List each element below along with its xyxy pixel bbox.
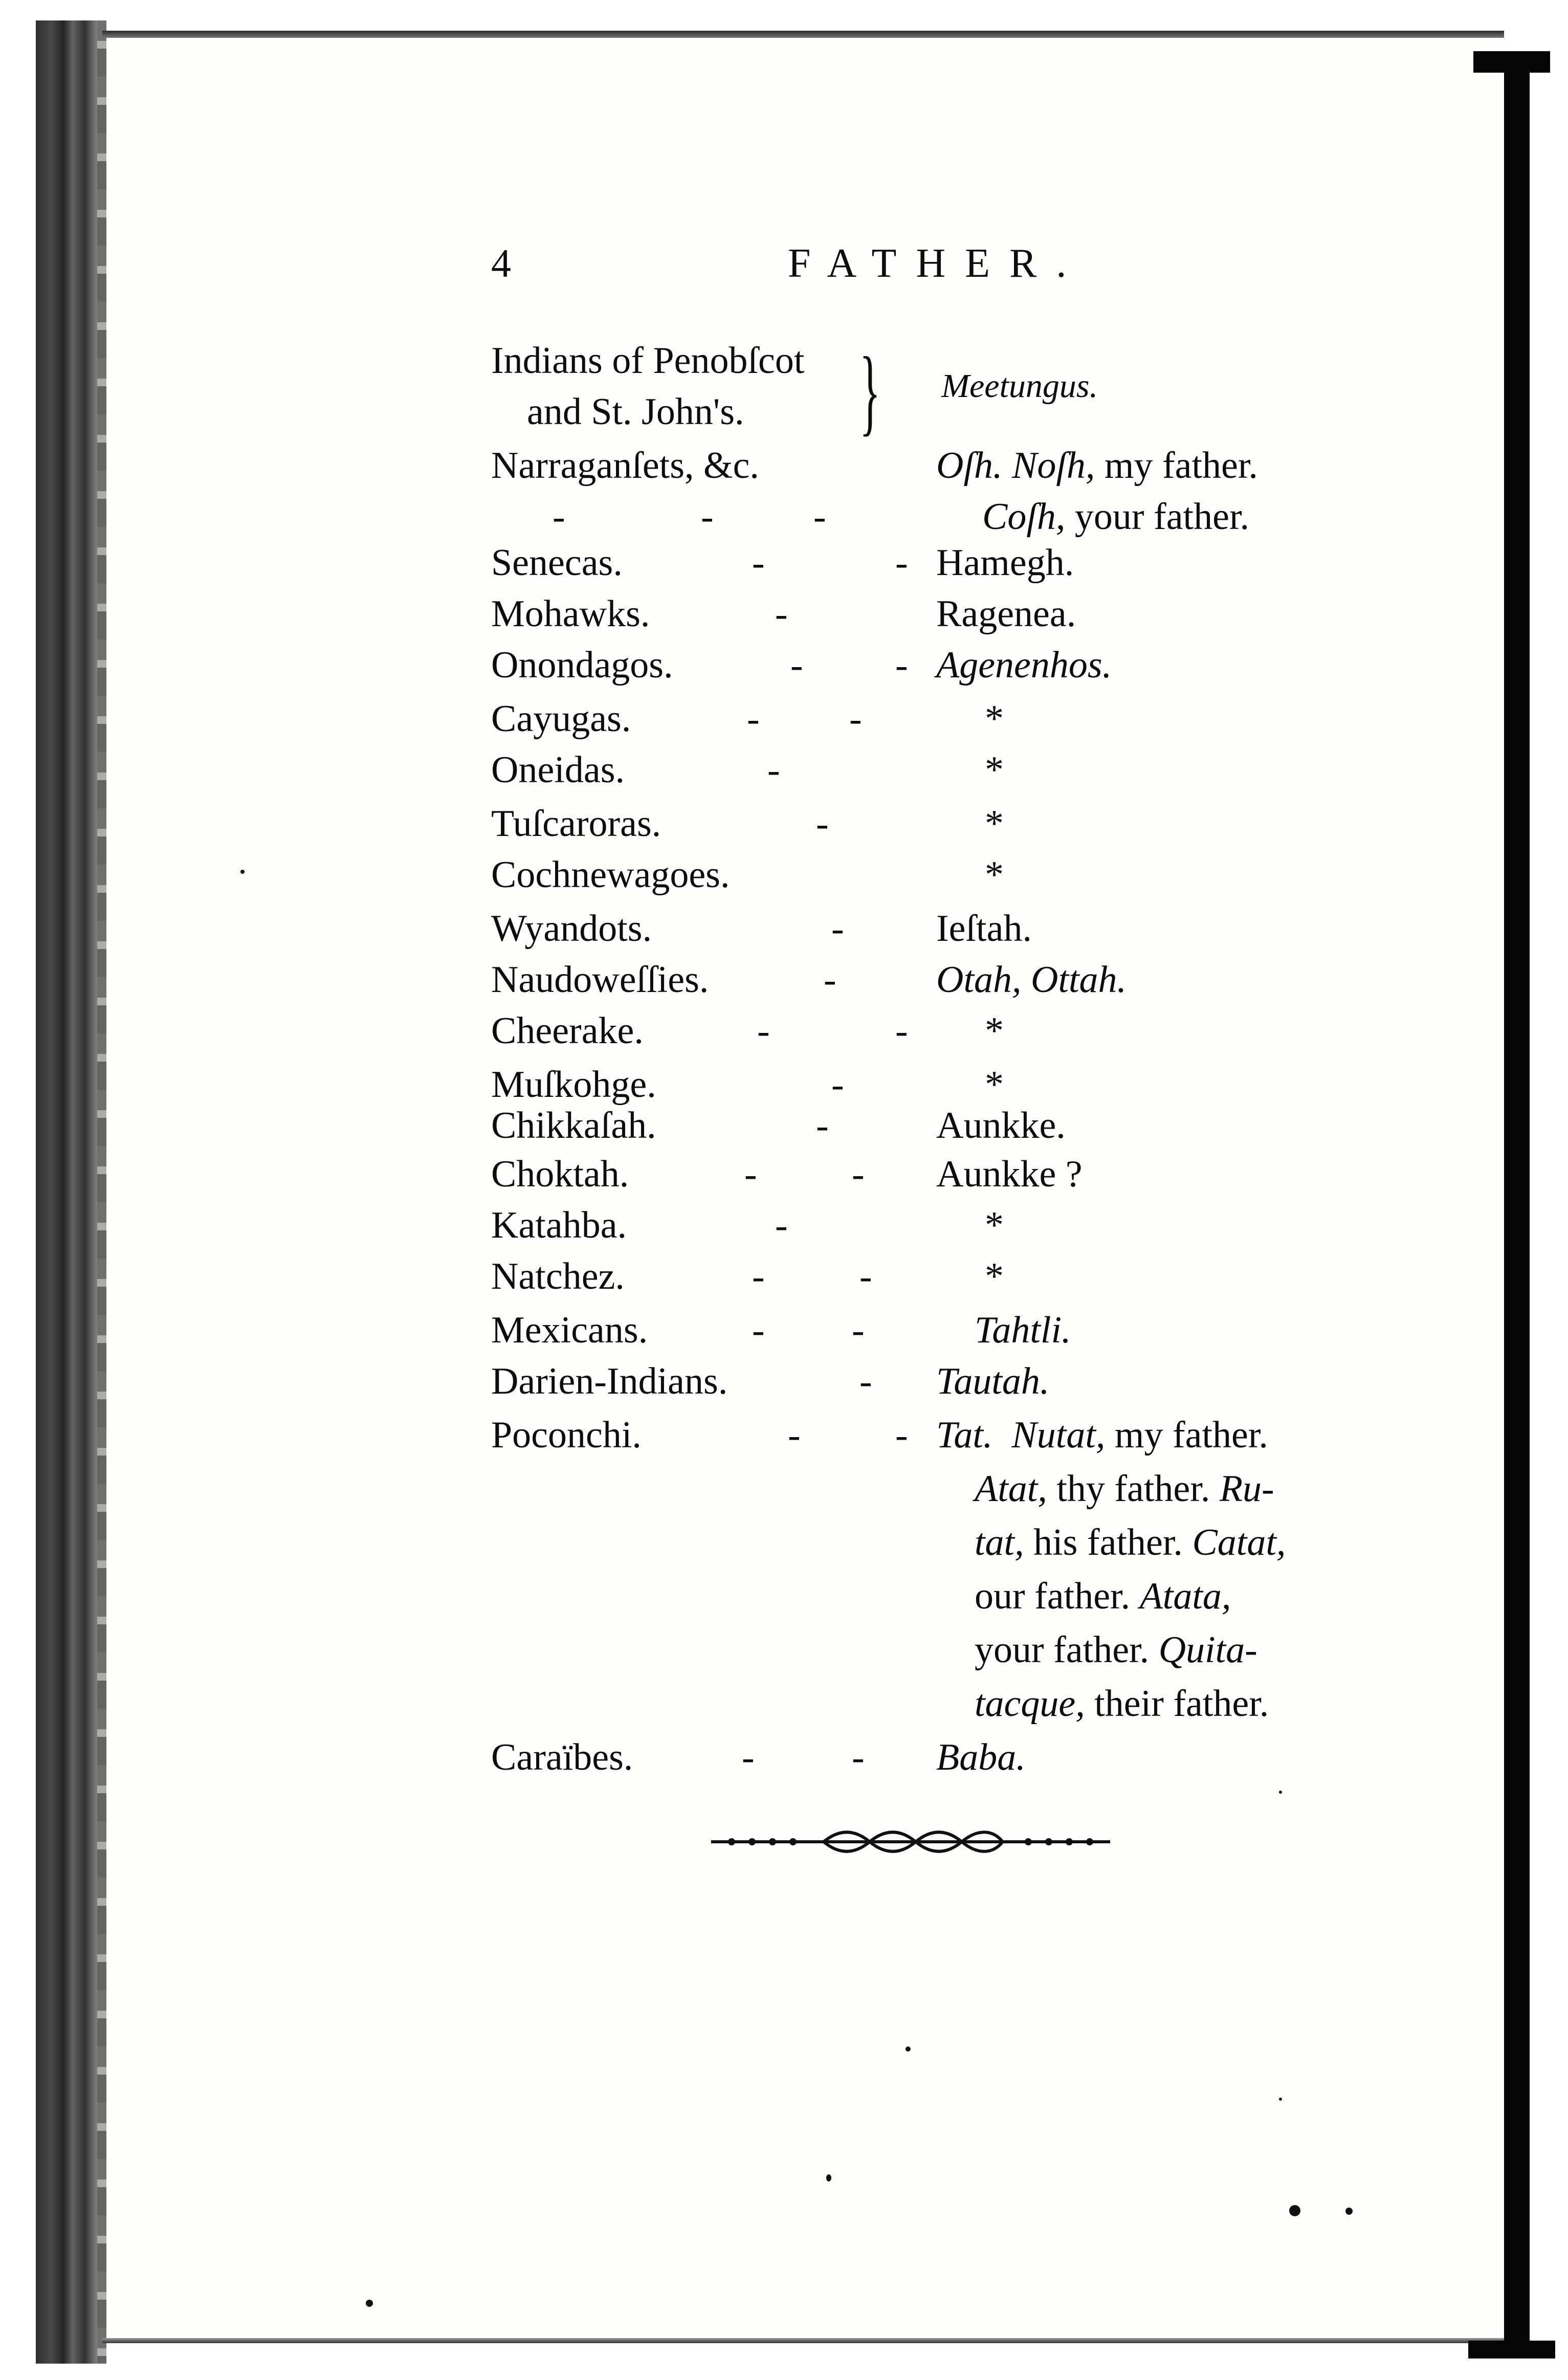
leader-dash: - [553, 496, 565, 538]
table-row [0, 640, 1568, 691]
word-for-father: Agenenhos. [936, 644, 1112, 686]
table-row [0, 1251, 1568, 1302]
right-binding-bar-cap [1473, 51, 1550, 73]
leader-dash: - [895, 1414, 908, 1456]
word-continuation: our father. Atata, [975, 1575, 1231, 1617]
table-row [0, 1200, 1568, 1251]
nation-name: Muſkohge. [491, 1064, 656, 1106]
no-entry-mark: * [985, 1204, 1004, 1246]
table-row [0, 1409, 1568, 1461]
no-entry-mark: * [985, 803, 1004, 845]
leader-dash: - [849, 698, 862, 740]
leader-dash: - [816, 803, 829, 845]
table-row [0, 588, 1568, 640]
nation-name: Chikkaſah. [491, 1105, 656, 1147]
table-row [0, 744, 1568, 796]
word-for-father: Hamegh. [936, 542, 1074, 584]
leader-dash: - [895, 542, 908, 584]
leader-dash: - [747, 698, 760, 740]
nation-name: Tuſcaroras. [491, 803, 661, 845]
leader-dash: - [813, 496, 826, 538]
leader-dash: - [701, 496, 714, 538]
nation-name: Natchez. [491, 1255, 625, 1297]
word-for-father: Ragenea. [936, 593, 1076, 635]
page-top-edge [102, 31, 1504, 38]
table-row [0, 1732, 1568, 1783]
leader-dash: - [767, 749, 780, 791]
right-binding-bar-foot [1468, 2341, 1555, 2359]
leader-dash: - [752, 542, 765, 584]
nation-name: Oneidas. [491, 749, 625, 791]
leader-dash: - [852, 1309, 865, 1351]
table-row [0, 1149, 1568, 1200]
leader-dash: - [824, 959, 836, 1001]
nation-name: Choktah. [491, 1153, 629, 1195]
no-entry-mark: * [985, 854, 1004, 896]
table-row [0, 440, 1568, 491]
word-continuation: tat, his father. Catat, [975, 1522, 1286, 1563]
leader-dash: - [831, 1064, 844, 1106]
word-for-father: Tahtli. [975, 1309, 1071, 1351]
table-row [0, 537, 1568, 588]
table-row [0, 693, 1568, 744]
nation-name: Poconchi. [491, 1414, 642, 1456]
nation-name: Caraïbes. [491, 1736, 633, 1778]
table-row [0, 1356, 1568, 1407]
leader-dash: - [788, 1414, 801, 1456]
nation-name: Cochnewagoes. [491, 854, 730, 896]
word-for-father: Oſh. Noſh, my father. [936, 445, 1258, 487]
page-title: FATHER. [788, 241, 1086, 286]
nation-name: Onondagos. [491, 644, 673, 686]
table-row [0, 798, 1568, 849]
nation-name: and St. John's. [527, 391, 744, 433]
page-bottom-edge [102, 2338, 1504, 2343]
word-continuation: Atat, thy father. Ru- [975, 1468, 1274, 1510]
table-row [0, 954, 1568, 1005]
word-for-father: Tat. Nutat, my father. [936, 1414, 1268, 1456]
no-entry-mark: * [985, 1064, 1004, 1106]
nation-name: Narraganſets, &c. [491, 445, 759, 487]
word-continuation: tacque, their father. [975, 1683, 1269, 1725]
table-row [0, 491, 1568, 542]
leader-dash: - [859, 1360, 872, 1402]
nation-name: Wyandots. [491, 908, 652, 950]
decorative-ornament [711, 1826, 1110, 1857]
nation-name: Senecas. [491, 542, 623, 584]
nation-name: Naudoweſſies. [491, 959, 709, 1001]
table-row [0, 361, 1568, 412]
nation-name: Katahba. [491, 1204, 627, 1246]
nation-name: Darien-Indians. [491, 1360, 728, 1402]
no-entry-mark: * [985, 1255, 1004, 1297]
leader-dash: - [859, 1255, 872, 1297]
leader-dash: - [742, 1736, 755, 1778]
word-for-father: Baba. [936, 1736, 1026, 1778]
page-number: 4 [491, 241, 511, 285]
no-entry-mark: * [985, 1010, 1004, 1052]
leader-dash: - [752, 1255, 765, 1297]
nation-name: Mexicans. [491, 1309, 648, 1351]
leader-dash: - [895, 644, 908, 686]
word-continuation: your father. Quita- [975, 1629, 1257, 1671]
word-for-father: Ieſtah. [936, 908, 1032, 950]
word-for-father: Aunkke ? [936, 1153, 1083, 1195]
table-row [0, 1305, 1568, 1356]
leader-dash: - [895, 1010, 908, 1052]
leader-dash: - [831, 908, 844, 950]
word-for-father: Aunkke. [936, 1105, 1066, 1147]
leader-dash: - [757, 1010, 770, 1052]
leader-dash: - [852, 1153, 865, 1195]
word-for-father: Meetungus. [941, 367, 1098, 405]
table-row [0, 1005, 1568, 1056]
leader-dash: - [816, 1105, 829, 1147]
word-for-father: Tautah. [936, 1360, 1050, 1402]
leader-dash: - [752, 1309, 765, 1351]
table-row [0, 1100, 1568, 1151]
nation-name: Indians of Penobſcot [491, 340, 805, 382]
nation-name: Mohawks. [491, 593, 650, 635]
leader-dash: - [790, 644, 803, 686]
leader-dash: - [852, 1736, 865, 1778]
leader-dash: - [744, 1153, 757, 1195]
table-row [0, 903, 1568, 954]
no-entry-mark: * [985, 698, 1004, 740]
word-continuation: Coſh, your father. [982, 496, 1250, 538]
leader-dash: - [775, 1204, 788, 1246]
nation-name: Cheerake. [491, 1010, 644, 1052]
brace-mark: } [859, 338, 881, 445]
leader-dash: - [775, 593, 788, 635]
word-for-father: Otah, Ottah. [936, 959, 1127, 1001]
table-row [0, 849, 1568, 900]
nation-name: Cayugas. [491, 698, 631, 740]
no-entry-mark: * [985, 749, 1004, 791]
